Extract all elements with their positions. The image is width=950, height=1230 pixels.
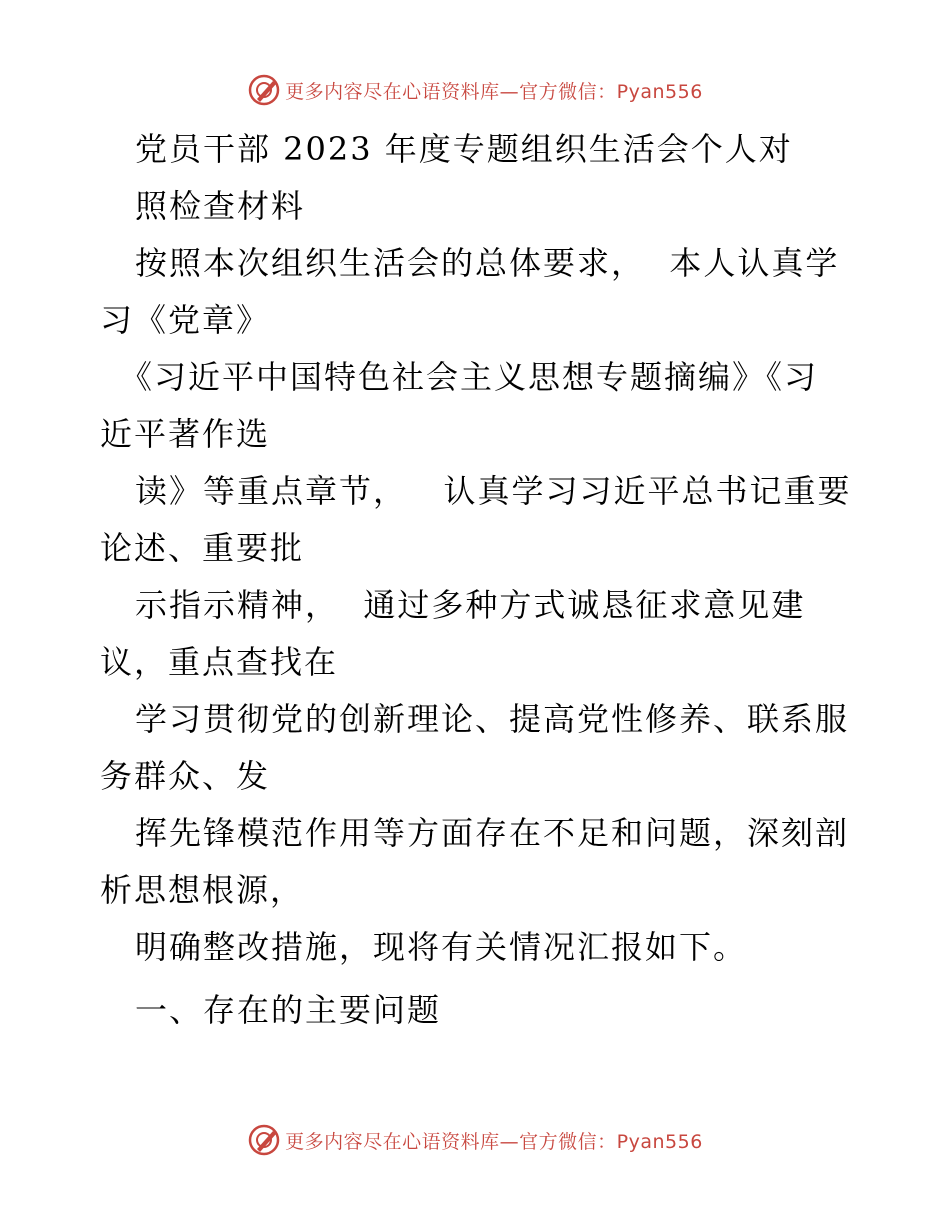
paragraph-line: 按照本次组织生活会的总体要求， 本人认真学 (135, 244, 840, 282)
title-line-1: 党员干部 2023 年度专题组织生活会个人对 (135, 130, 793, 168)
paragraph-line: 议，重点查找在 (100, 643, 339, 681)
paragraph-line: 近平著作选 (100, 415, 271, 453)
paragraph-line: 读》等重点章节， 认真学习习近平总书记重要 (135, 472, 852, 510)
watermark-text: 更多内容尽在心语资料库—官方微信：Pyan556 (285, 1130, 703, 1153)
footer-watermark (0, 1120, 950, 1160)
paragraph-line: 挥先锋模范作用等方面存在不足和问题，深刻剖 (135, 814, 850, 852)
pen-logo-icon (247, 1123, 281, 1157)
paragraph-line: 示指示精神， 通过多种方式诚恳征求意见建 (135, 586, 806, 624)
paragraph-line: 论述、重要批 (100, 529, 305, 567)
paragraph-line: 析思想根源， (100, 871, 305, 909)
paragraph-line: 务群众、发 (100, 757, 271, 795)
watermark-text: 更多内容尽在心语资料库—官方微信：Pyan556 (285, 80, 703, 103)
paragraph-line: 《习近平中国特色社会主义思想专题摘编》《习 (120, 358, 819, 396)
paragraph-line: 明确整改措施，现将有关情况汇报如下。 (135, 928, 748, 966)
paragraph-line: 习《党章》 (100, 301, 271, 339)
section-heading: 一、存在的主要问题 (135, 991, 442, 1029)
paragraph-line: 学习贯彻党的创新理论、提高党性修养、联系服 (135, 700, 850, 738)
title-line-2: 照检查材料 (135, 187, 306, 225)
